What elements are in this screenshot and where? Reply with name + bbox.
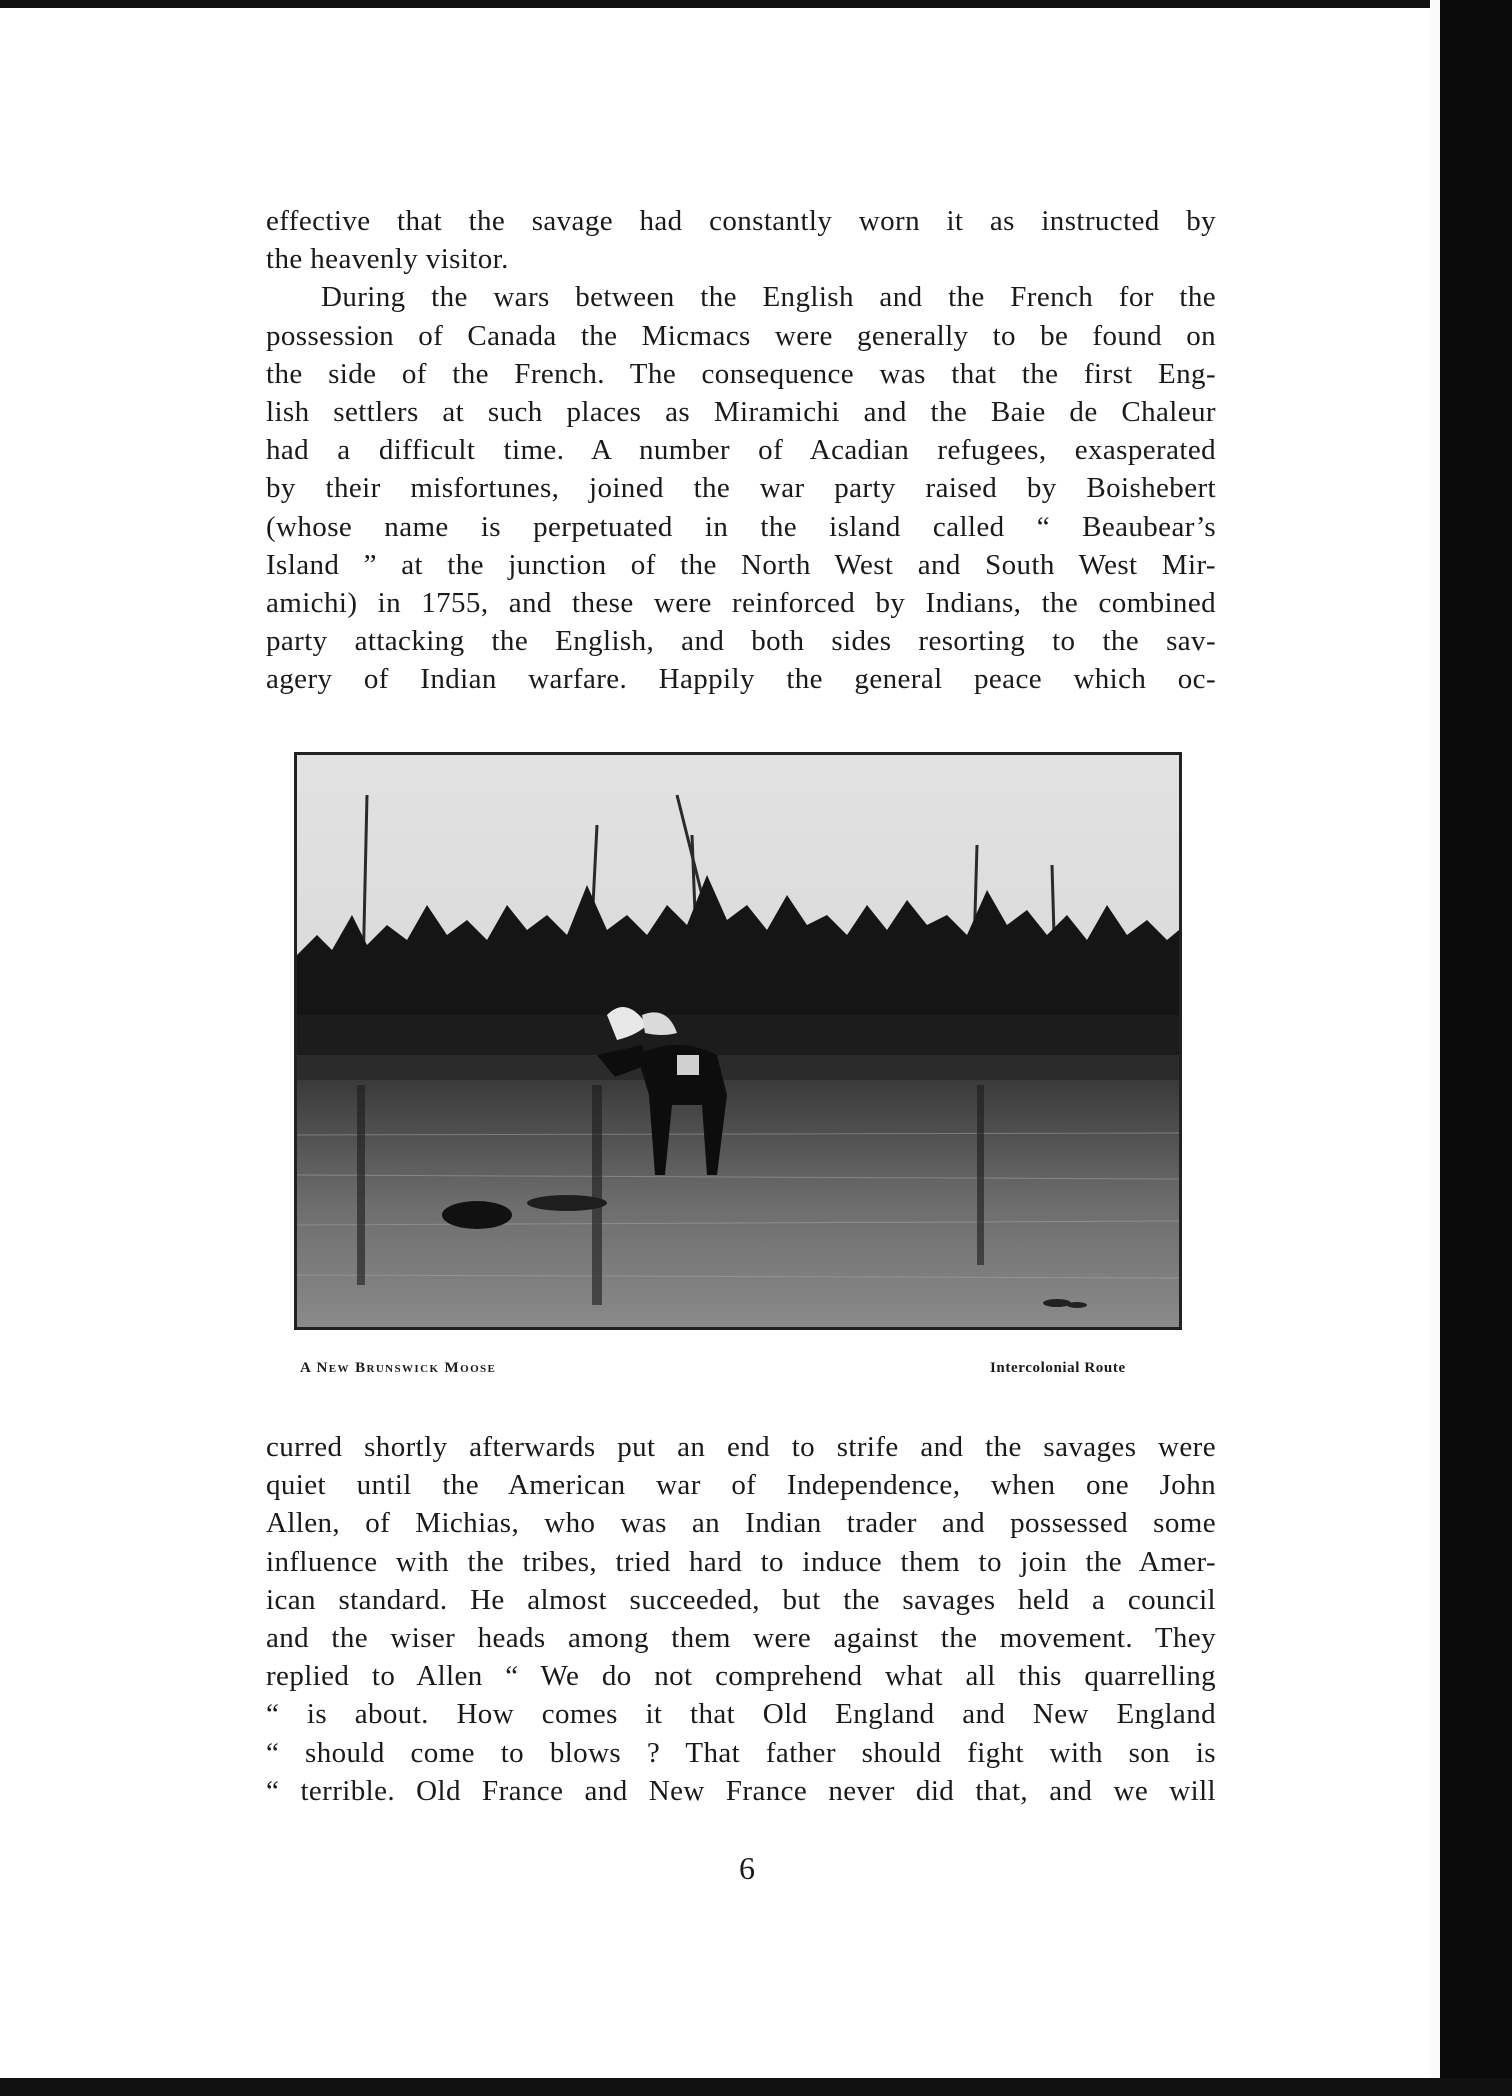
text-line: possession of Canada the Micmacs were generally to be found on	[266, 319, 1216, 352]
page-number: 6	[739, 1850, 755, 1886]
text-line: influence with the tribes, tried hard to induce them to join the Amer-	[266, 1545, 1216, 1578]
text-line: “ is about. How comes it that Old England and New England	[266, 1698, 1216, 1731]
text-line: During the wars between the English and the French for the	[321, 281, 1216, 314]
text-line: lish settlers at such places as Miramichi and the Baie de Chaleur	[266, 396, 1216, 429]
text-line: (whose name is perpetuated in the island called “ Beaubear’s	[266, 510, 1216, 543]
scan-top-shadow	[0, 0, 1512, 8]
text-line: quiet until the American war of Independence, when one John	[266, 1469, 1216, 1502]
text-line: party attacking the English, and both sides resorting to the sav-	[266, 625, 1216, 658]
scan-bottom-shadow	[0, 2078, 1512, 2096]
paragraph-wars	[266, 278, 1216, 698]
text-line: the heavenly visitor.	[266, 243, 509, 276]
bottom-text-block	[266, 1428, 1216, 1810]
text-line: and the wiser heads among them were against the movement. They	[266, 1622, 1216, 1655]
moose-photo-image	[297, 755, 1179, 1327]
scan-page-edge	[1430, 0, 1512, 2096]
text-line: agery of Indian warfare. Happily the general peace which oc-	[266, 663, 1216, 696]
paragraph-continued	[266, 202, 1216, 278]
text-line: “ terrible. Old France and New France never did that, and we will	[266, 1774, 1216, 1807]
text-line: Island ” at the junction of the North West and South West Mir-	[266, 548, 1216, 581]
top-text-block	[266, 202, 1216, 699]
text-line: curred shortly afterwards put an end to strife and the savages were	[266, 1431, 1216, 1463]
text-line: Allen, of Michias, who was an Indian trader and possessed some	[266, 1507, 1216, 1540]
photo-caption-left: A New Brunswick Moose	[300, 1360, 497, 1376]
text-line: replied to Allen “ We do not comprehend what all this quarrelling	[266, 1660, 1216, 1693]
text-line: by their misfortunes, joined the war party raised by Boishebert	[266, 472, 1216, 505]
text-line: ican standard. He almost succeeded, but the savages held a council	[266, 1583, 1216, 1616]
moose-photograph	[294, 752, 1182, 1330]
photo-caption-right: Intercolonial Route	[990, 1360, 1126, 1376]
paragraph-independence	[266, 1428, 1216, 1810]
text-line: effective that the savage had constantly worn it as instructed by	[266, 205, 1216, 237]
text-line: “ should come to blows ? That father should fight with son is	[266, 1736, 1216, 1769]
text-line: had a difficult time. A number of Acadian refugees, exasperated	[266, 434, 1216, 467]
text-line: amichi) in 1755, and these were reinforced by Indians, the combined	[266, 587, 1216, 620]
text-line: the side of the French. The consequence was that the first Eng-	[266, 357, 1216, 390]
